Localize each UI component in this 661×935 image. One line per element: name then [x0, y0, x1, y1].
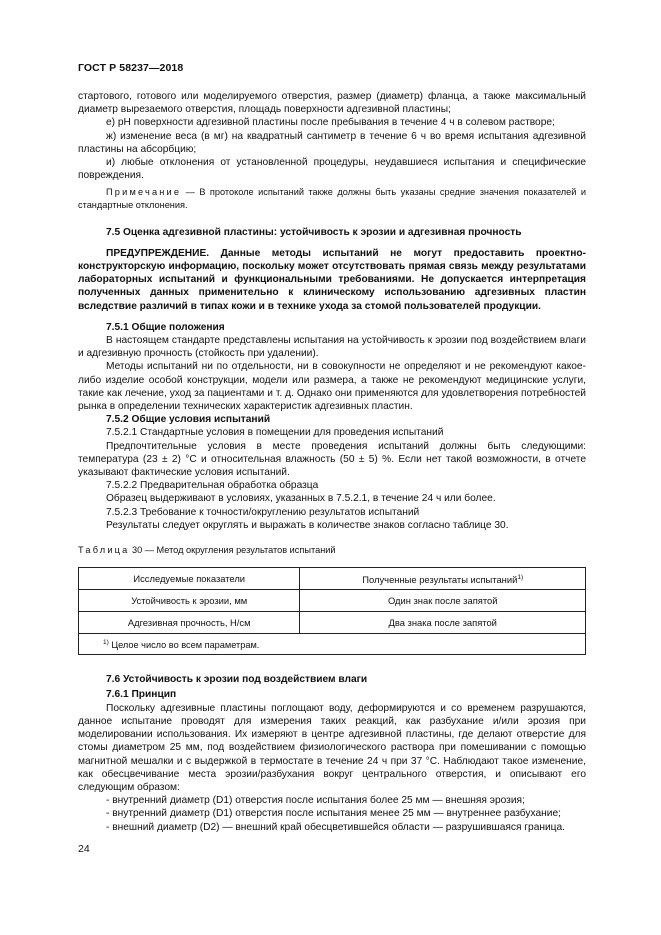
table-caption-label: Таблица — [78, 545, 130, 556]
paragraph: В настоящем стандарте представлены испытания на устойчивость к эрозии под воздействием влаги и адгезивную прочность (стойкость при удалении). — [78, 335, 586, 360]
document-id: ГОСТ Р 58237—2018 — [78, 62, 184, 74]
table-row — [79, 590, 586, 612]
table-caption-text: 30 — Метод округления результатов испытаний — [129, 545, 336, 556]
table-footnote — [79, 634, 586, 655]
section-7-5-1-title: 7.5.1 Общие положения — [106, 321, 225, 333]
paragraph: Результаты следует округлять и выражать в количестве знаков согласно таблице 30. — [106, 519, 509, 531]
table-cell: Два знака после запятой — [300, 612, 586, 634]
footnote-text: Целое число во всем параметрам. — [108, 640, 260, 651]
page-number: 24 — [78, 843, 90, 855]
section-7-6-1-title: 7.6.1 Принцип — [106, 689, 177, 701]
subsection-7-5-2-3: 7.5.2.3 Требование к точности/округлению результатов испытаний — [106, 506, 420, 518]
list-item: - внутренний диаметр (D1) отверстия после испытания более 25 мм — внешняя эрозия; — [106, 795, 525, 807]
page-content — [78, 90, 586, 834]
warning-paragraph: ПРЕДУПРЕЖДЕНИЕ. Данные методы испытаний не могут предоставить проектно-конструкторскую информацию, поскольку может отсутствовать прямая связь между результатами лабораторных испытаний и функциональными требованиями. Не допускается интерпретация полученных данных применительно к клиническому использованию адгезивных пластин вследствие различий в типах кожи и в технике ухода за стомой пользователей продукции. — [78, 247, 586, 312]
subsection-7-5-2-1: 7.5.2.1 Стандартные условия в помещении для проведения испытаний — [106, 427, 444, 439]
note — [78, 186, 586, 211]
section-7-5-2-title: 7.5.2 Общие условия испытаний — [106, 414, 271, 426]
footnote-ref: 1) — [517, 574, 524, 582]
paragraph: Методы испытаний ни по отдельности, ни в совокупности не определяют и не рекомендуют какое-либо изделие особой конструкции, модели или размера, а также не рекомендуют медицинские услуги, такие как лечение, уход за пациентами и т. д. Однако они применяются для удовлетворения потребностей рынка в определении технических характеристик адгезивных пластин. — [78, 361, 586, 413]
note-label: Примечание — [106, 187, 182, 198]
section-7-6-title: 7.6 Устойчивость к эрозии под воздействием влаги — [106, 674, 368, 686]
table-cell: Адгезивная прочность, Н/см — [79, 612, 300, 634]
table-header-row — [79, 568, 586, 590]
rounding-table — [78, 567, 586, 655]
paragraph-continuation: стартового, готового или моделируемого отверстия, размер (диаметр) фланца, а также максимальный диаметр вырезаемого отверстия, площадь поверхности адгезивной пластины; — [78, 91, 586, 116]
table-caption — [78, 544, 586, 557]
list-item-i: и) любые отклонения от установленной процедуры, неудавшиеся испытания и специфические повреждения. — [78, 157, 586, 182]
footnote-mark: 1) — [103, 639, 109, 647]
paragraph: Поскольку адгезивные пластины поглощают воду, деформируются и со временем разрушаются, данное испытание проводят для измерения таких реакций, как разбухание и/или эрозия при моделировании использования. Их измеряют в центре адгезивной пластины, где делают отверстие для стомы диаметром 25 мм, под воздействием физиологического раствора при помешивании с помощью магнитной мешалки и с выдержкой в термостате в течение 24 ч при 37 °С. Наблюдают такое изменение, как обесцвечивание места эрозии/разбухания вокруг центрального отверстия, и описывают его следующим образом: — [78, 702, 586, 793]
table-header-cell: Исследуемые показатели — [79, 568, 300, 590]
section-7-5-title: 7.5 Оценка адгезивной пластины: устойчивость к эрозии и адгезивная прочность — [106, 226, 522, 238]
table-cell: Один знак после запятой — [300, 590, 586, 612]
note-text: — В протоколе испытаний также должны быть указаны средние значения показателей и стандартные отклонения. — [78, 187, 586, 211]
list-item-zh: ж) изменение веса (в мг) на квадратный сантиметр в течение 6 ч во время испытания адгезивной пластины на абсорбцию; — [78, 130, 586, 155]
paragraph: Образец выдерживают в условиях, указанных в 7.5.2.1, в течение 24 ч или более. — [106, 493, 496, 505]
table-footnote-row — [79, 634, 586, 655]
list-item-e: е) pH поверхности адгезивной пластины после пребывания в течение 4 ч в солевом растворе; — [106, 117, 555, 129]
header-text: Полученные результаты испытаний — [362, 574, 518, 586]
list-item: - внутренний диаметр (D1) отверстия после испытания менее 25 мм — внутреннее разбухание; — [106, 808, 561, 820]
subsection-7-5-2-2: 7.5.2.2 Предварительная обработка образца — [106, 480, 319, 492]
table-cell: Устойчивость к эрозии, мм — [79, 590, 300, 612]
table-row — [79, 612, 586, 634]
table-header-cell — [300, 568, 586, 590]
paragraph: Предпочтительные условия в месте проведения испытаний должны быть следующими: температура (23 ± 2) °С и относительная влажность (50 ± 5) %. Если нет такой возможности, в отчете указывают фактические условия испытаний. — [78, 440, 586, 479]
list-item: - внешний диаметр (D2) — внешний край обесцветившейся области — разрушившаяся граница. — [106, 821, 566, 833]
